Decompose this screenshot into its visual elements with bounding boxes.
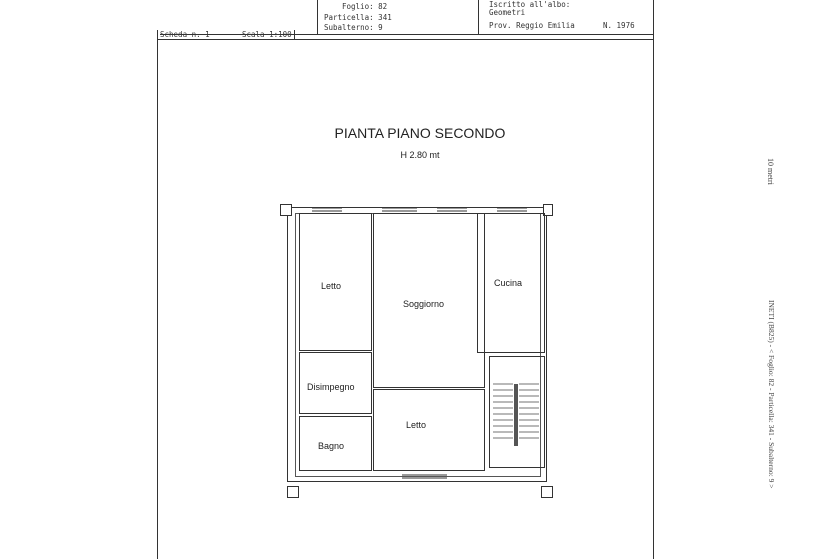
- scala-label: Scala 1:100: [242, 30, 292, 39]
- plan-title: PIANTA PIANO SECONDO: [334, 125, 506, 141]
- header-divider-right: [653, 0, 654, 34]
- header-divider-mid: [478, 0, 479, 34]
- foglio-label: Foglio: 82: [342, 2, 388, 11]
- subalterno-label: Subalterno: 9: [324, 23, 383, 32]
- label-bagno: Bagno: [318, 441, 345, 451]
- label-soggiorno: Soggiorno: [403, 299, 445, 309]
- label-disimpegno: Disimpegno: [307, 382, 355, 392]
- label-letto-bottom: Letto: [406, 420, 427, 430]
- iscritto-label: Iscritto all'albo:: [489, 0, 571, 9]
- corner-stub-bl: [287, 486, 299, 498]
- particella-label: Particella: 341: [324, 13, 392, 22]
- numero-label: N. 1976: [603, 21, 635, 30]
- header-divider-left: [317, 0, 318, 34]
- scale-bar-label: 10 metri: [766, 158, 775, 185]
- label-cucina: Cucina: [494, 278, 523, 288]
- corner-stub-br: [541, 486, 553, 498]
- scheda-label: Scheda n. 1: [160, 30, 210, 39]
- label-letto-top: Letto: [321, 281, 342, 291]
- cadastral-reference: INETI (B825) - < Foglio: 82 - Particella: 341 - Subalterno: 9 >: [767, 300, 776, 489]
- geometri-label: Geometri: [489, 8, 526, 17]
- provincia-label: Prov. Reggio Emilia: [489, 21, 575, 30]
- plan-height: H 2.80 mt: [400, 150, 440, 160]
